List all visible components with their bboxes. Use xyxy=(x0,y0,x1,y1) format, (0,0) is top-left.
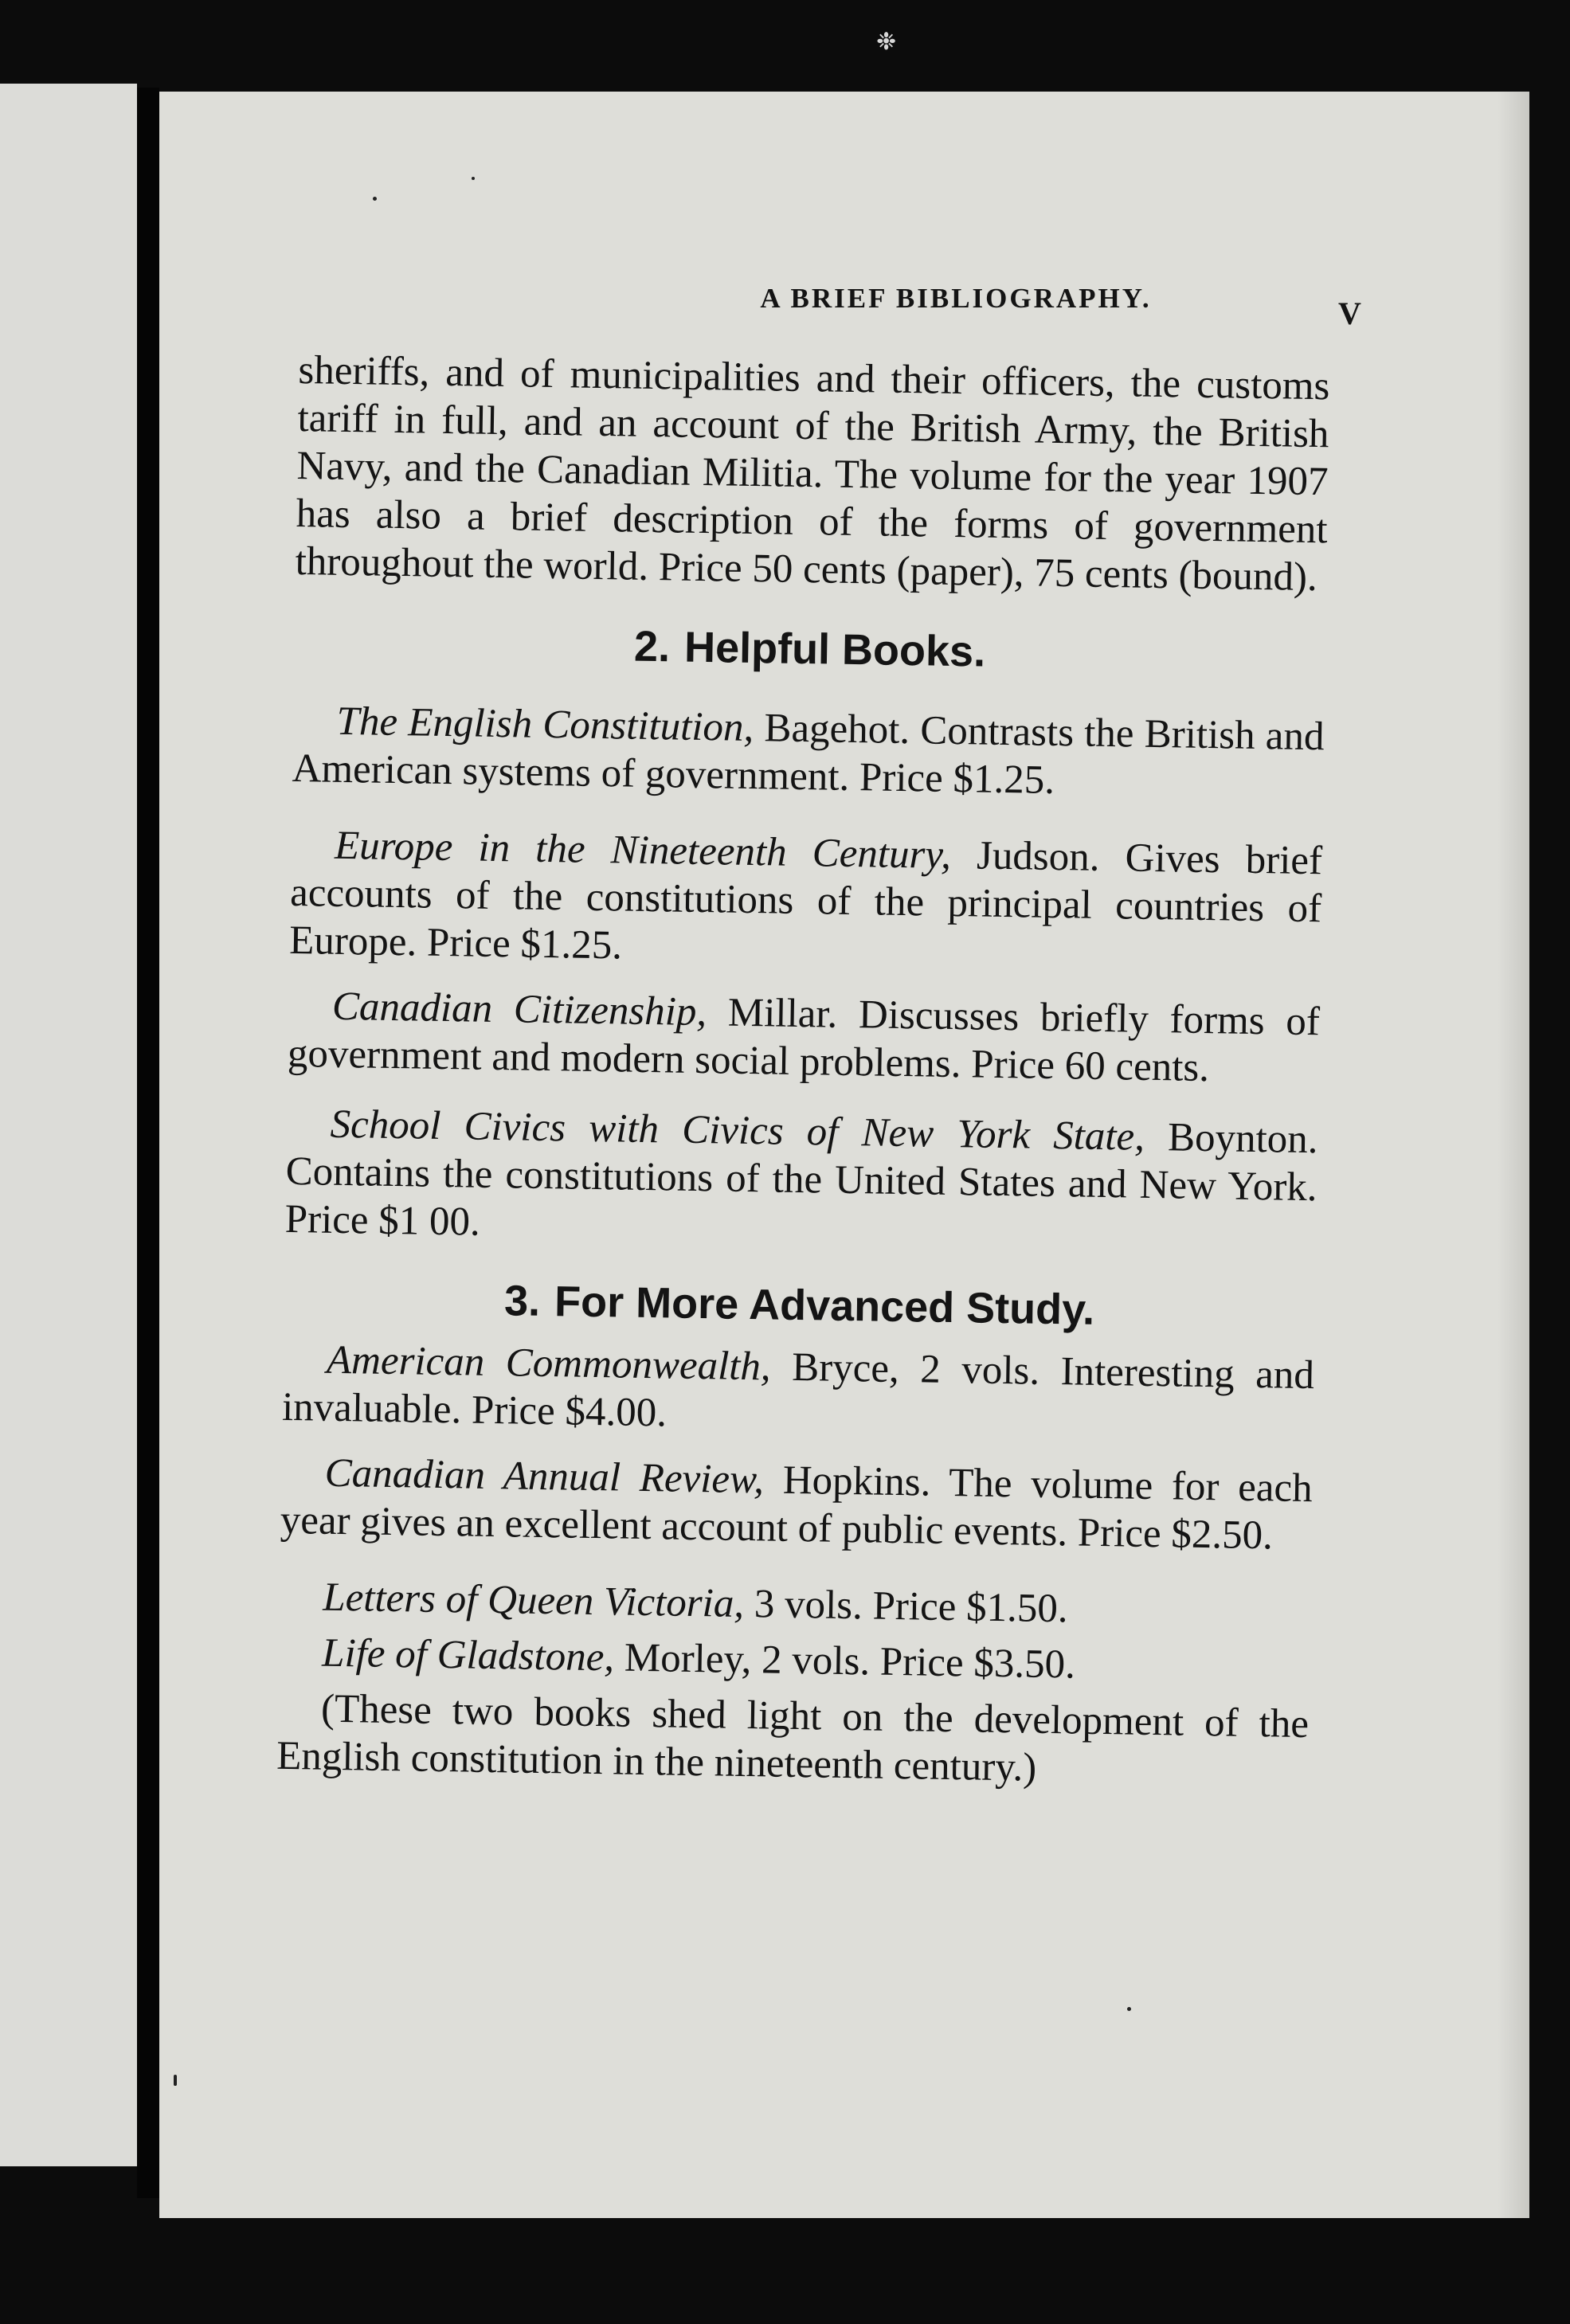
paper-speck xyxy=(373,197,377,201)
book-title: Letters of Queen Victoria, xyxy=(322,1575,745,1626)
paper-speck xyxy=(472,177,475,180)
book-title: American Commonwealth, xyxy=(326,1337,772,1390)
bibliography-entry xyxy=(292,697,1325,808)
book-description: Bryce, 2 vols. Interesting and invaluable. Price $4.00. xyxy=(281,1344,1315,1436)
book-description: Millar. Discusses briefly forms of government and modern social problems. Price 60 cents. xyxy=(287,990,1321,1091)
bibliography-entry xyxy=(288,982,1321,1094)
bibliography-entry xyxy=(289,821,1323,980)
book-title: Europe in the Nineteenth Century, xyxy=(334,823,952,878)
book-description: Boynton. Contains the constitutions of the United States and New York. Price $1 00. xyxy=(284,1114,1318,1245)
book-binding-gutter xyxy=(137,88,159,2198)
running-head: A BRIEF BIBLIOGRAPHY. xyxy=(760,283,1152,314)
section-title: For More Advanced Study. xyxy=(554,1277,1095,1334)
book-description: 3 vols. Price $1.50. xyxy=(743,1581,1069,1632)
book-title: The English Constitution, xyxy=(336,698,754,751)
page-number: V xyxy=(1338,295,1361,331)
book-description: Morley, 2 vols. Price $3.50. xyxy=(613,1635,1076,1688)
book-title: Life of Gladstone, xyxy=(321,1630,615,1680)
section-title: Helpful Books. xyxy=(683,623,986,676)
bibliography-note: (These two books shed light on the development of the English constitution in the nineteenth century.) xyxy=(276,1686,1310,1790)
book-description: Bagehot. Contrasts the British and American systems of government. Price $1.25. xyxy=(292,706,1325,803)
section-heading-advanced-study xyxy=(284,1274,1316,1337)
page-edge-shadow xyxy=(1498,92,1529,2218)
bibliography-entry xyxy=(278,1629,1310,1692)
ornament-mark: ❉ xyxy=(876,28,897,56)
bibliography-entry xyxy=(284,1100,1318,1259)
book-title: School Civics with Civics of New York State, xyxy=(330,1101,1145,1160)
intro-paragraph: sheriffs, and of municipalities and their officers, the customs tariff in full, and an account of the British Army, the British Navy, and the Canadian Militia. The volume for the year 1907 has also a brief description of the forms of government throughout the world. Price 50 cents (paper), 75 cents (bound). xyxy=(295,347,1330,601)
book-description: Hopkins. The volume for each year gives an excellent account of public events. Price $2.50. xyxy=(280,1457,1314,1559)
left-page-fragment xyxy=(0,84,137,2166)
section-number: 3. xyxy=(503,1277,541,1325)
bibliography-entry xyxy=(280,1449,1313,1560)
paper-speck xyxy=(174,2075,177,2086)
section-heading-helpful-books xyxy=(294,617,1326,681)
section-number: 2. xyxy=(633,622,671,671)
page-text-block xyxy=(276,346,1330,1796)
book-description: Judson. Gives brief accounts of the constitutions of the principal countries of Europe. Price $1.25. xyxy=(288,832,1323,968)
bibliography-entry xyxy=(282,1336,1315,1447)
book-title: Canadian Citizenship, xyxy=(331,984,707,1035)
book-page xyxy=(159,92,1529,2218)
paper-speck xyxy=(1127,2007,1131,2011)
bibliography-entry xyxy=(279,1573,1311,1637)
book-title: Canadian Annual Review, xyxy=(324,1450,765,1503)
